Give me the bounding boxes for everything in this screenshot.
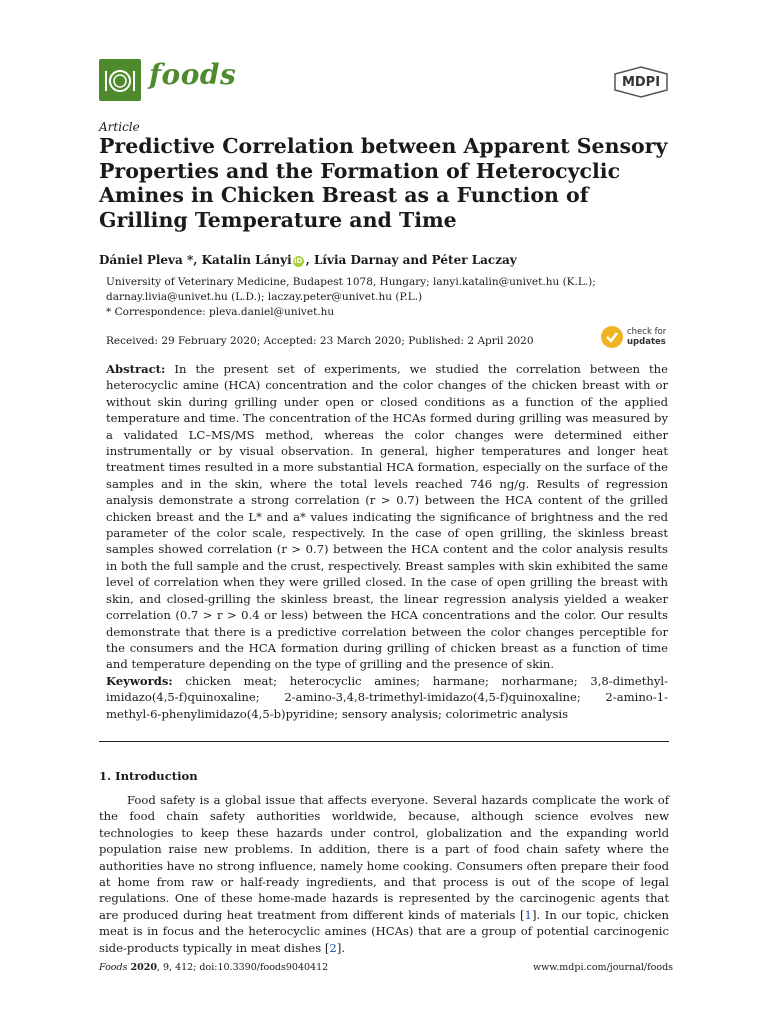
orcid-icon[interactable]: iD	[294, 257, 303, 265]
journal-logo-icon	[99, 59, 141, 101]
affiliations	[106, 275, 666, 320]
citation-link[interactable]: 1	[524, 907, 532, 922]
keywords-label: Keywords:	[106, 674, 173, 688]
citation-link[interactable]: 2	[329, 940, 337, 955]
abstract-text: In the present set of experiments, we studied the correlation between the heterocyclic amine (HCA) concentration and the color changes of the chicken breast with or without skin during grilling under open or closed conditions as a function of the applied temperature and time. The concentration of the HCAs formed during grilling was measured by a validated LC–MS/MS method, whereas the color changes were determined either instrumentally or by visual observation. In general, higher temperatures and longer heat treatment times resulted in a more substantial HCA formation, especially on the surface of the samples and in the skin, where the total levels reached 746 ng/g. Results of regression analysis demonstrate a strong correlation (r > 0.7) between the HCA content of the grilled chicken breast and the L* and a* values indicating the significance of brightness and the red parameter of the color scale, respectively. In the case of open grilling, the skinless breast samples showed correlation (r > 0.7) between the HCA content and the color analysis results in both the full sample and the crust, respectively. Breast samples with skin exhibited the same level of correlation when they were grilled closed. In the case of open grilling the breast with skin, and closed-grilling the skinless breast, the linear regression analysis yielded a weaker correlation (0.7 > r > 0.4 or less) between the HCA concentrations and the color. Our results demonstrate that there is a predictive correlation between the color changes perceptible for the consumers and the HCA formation during grilling of chicken breast as a function of time and temperature depending on the type of grilling and the presence of skin.	[106, 362, 669, 672]
abstract-label: Abstract:	[106, 362, 166, 376]
keywords-text: chicken meat; heterocyclic amines; harmane; norharmane; 3,8-dimethyl-imidazo(4,5-f)quinoxaline; 2-amino-3,4,8-trimethyl-imidazo(4,5-f)quinoxaline; 2-amino-1-methyl-6-phenylimidazo(4,5-b)pyridine; sensory analysis; colorimetric analysis	[106, 674, 668, 721]
footer-citation	[99, 962, 328, 973]
intro-text: ].	[336, 940, 346, 955]
updates-label: updates	[627, 337, 666, 347]
footer-year: 2020	[130, 962, 157, 973]
article-title: Predictive Correlation between Apparent Sensory Properties and the Formation of Heterocyclic Amines in Chicken Breast as a Function of Grilling Temperature and Time	[99, 134, 668, 232]
journal-name: foods	[149, 58, 237, 91]
check-for-updates-icon	[601, 326, 623, 348]
affiliation-line: University of Veterinary Medicine, Budapest 1078, Hungary; lanyi.katalin@univet.hu (K.L.);	[106, 276, 596, 288]
introduction-paragraph	[99, 792, 669, 956]
intro-text: ]. In our topic, chicken meat is in focus and the heterocyclic amines (HCAs) that are a group of potential carcinogenic side-products typically in meat dishes [	[99, 907, 670, 955]
publisher-logo	[612, 66, 670, 98]
footer-url[interactable]: www.mdpi.com/journal/foods	[533, 962, 674, 973]
keywords	[106, 673, 668, 722]
author-list	[99, 253, 517, 267]
affiliation-line: darnay.livia@univet.hu (L.D.); laczay.peter@univet.hu (P.L.)	[106, 291, 423, 303]
correspondence-line: * Correspondence: pleva.daniel@univet.hu	[106, 306, 335, 318]
article-type: Article	[99, 120, 140, 134]
publication-dates: Received: 29 February 2020; Accepted: 23 March 2020; Published: 2 April 2020	[106, 335, 534, 347]
authors-part-2: , Lívia Darnay and Péter Laczay	[305, 253, 517, 267]
check-for-label: check for	[627, 327, 667, 337]
section-divider	[99, 741, 669, 742]
publisher-name: MDPI	[621, 75, 661, 90]
abstract	[106, 361, 668, 673]
authors-part-1: Dániel Pleva *, Katalin Lányi	[99, 253, 292, 267]
footer-journal: Foods	[99, 962, 128, 973]
section-heading: 1. Introduction	[99, 769, 198, 783]
footer-doi: , 9, 412; doi:10.3390/foods9040412	[156, 962, 329, 973]
check-for-updates-badge[interactable]	[601, 326, 671, 352]
intro-text: Food safety is a global issue that affects everyone. Several hazards complicate the work of the food chain safety authorities worldwide, because, although science evolves new technologies to keep these hazards under control, globalization and the expanding world population raise new problems. In addition, there is a part of food chain safety where the authorities have no strong influence, namely home cooking. Consumers often prepare their food at home from raw or half-ready ingredients, and that process is out of the scope of legal regulations. One of these home-made hazards is represented by the carcinogenic agents that are produced during heat treatment from different kinds of materials [	[99, 793, 669, 922]
